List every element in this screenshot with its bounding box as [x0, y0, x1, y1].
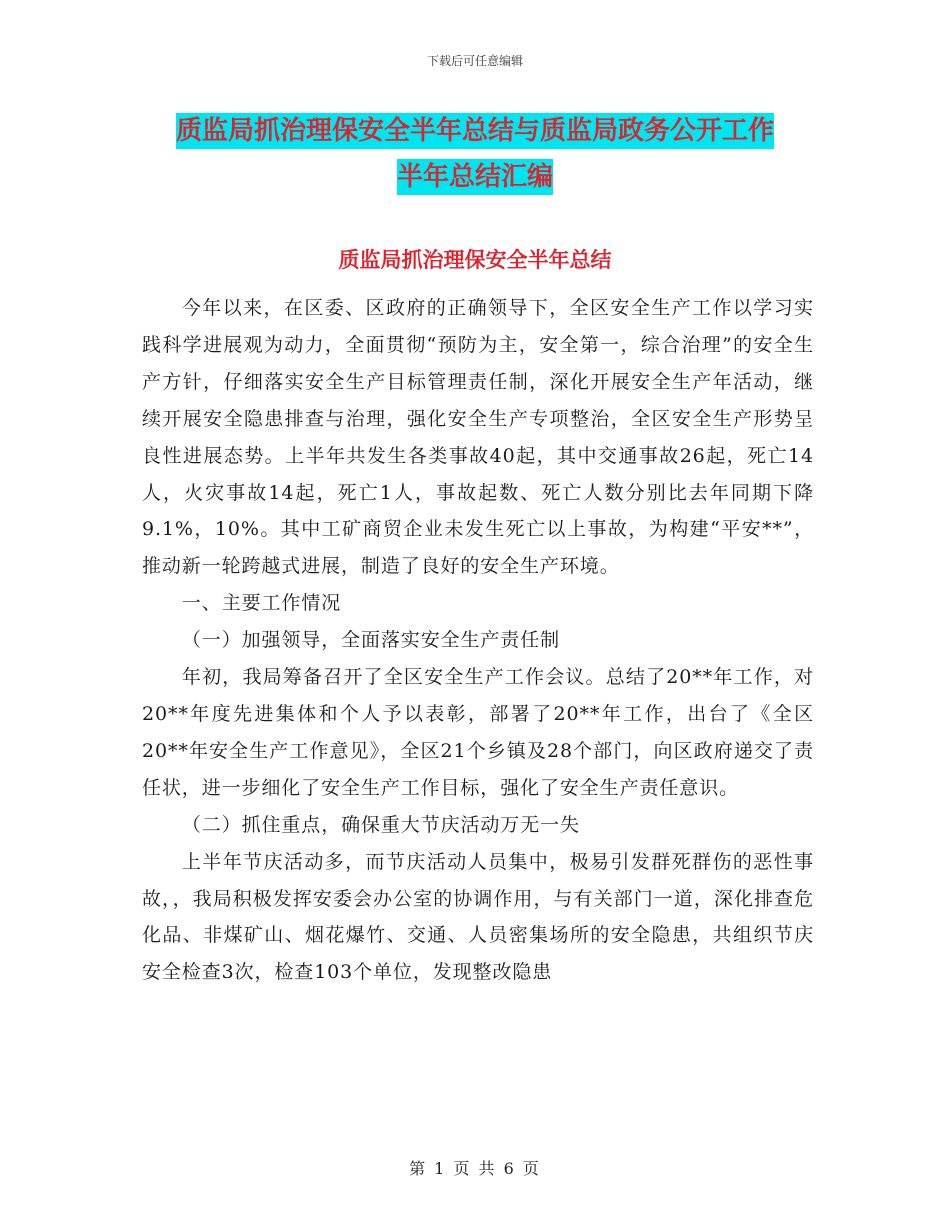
- page-footer: 第 1 页 共 6 页: [409, 1159, 541, 1178]
- document-title-line2: 半年总结汇编: [397, 159, 553, 195]
- subheading-festivals: （二）抓住重点，确保重大节庆活动万无一失: [181, 813, 580, 836]
- body-text: [142, 290, 814, 991]
- header-note: 下载后可任意编辑: [426, 54, 523, 68]
- paragraph-intro: 今年以来，在区委、区政府的正确领导下，全区安全生产工作以学习实践科学进展观为动力，全面贯彻“预防为主，安全第一，综合治理”的安全生产方针，仔细落实安全生产目标管理责任制，深化开展安全生产年活动，继续开展安全隐患排查与治理，强化安全生产专项整治，全区安全生产形势呈良性进展态势。上半年共发生各类事故40起，其中交通事故26起，死亡14人，火灾事故14起，死亡1人，事故起数、死亡人数分别比去年同期下降9.1%，10%。其中工矿商贸企业未发生死亡以上事故，为构建“平安**”，推动新一轮跨越式进展，制造了良好的安全生产环境。: [142, 297, 814, 578]
- heading-main-work: 一、主要工作情况: [181, 592, 342, 615]
- document-title: [140, 108, 810, 200]
- subheading-leadership: （一）加强领导，全面落实安全生产责任制: [181, 629, 560, 652]
- paragraph-festivals: 上半年节庆活动多，而节庆活动人员集中，极易引发群死群伤的恶性事故，，我局积极发挥安委会办公室的协调作用，与有关部门一道，深化排查危化品、非煤矿山、烟花爆竹、交通、人员密集场所的安全隐患，共组织节庆安全检查3次，检查103个单位，发现整改隐患: [142, 850, 814, 984]
- document-title-line1: 质监局抓治理保安全半年总结与质监局政务公开工作: [176, 113, 774, 149]
- paragraph-leadership: 年初，我局筹备召开了全区安全生产工作会议。总结了20**年工作，对20**年度先进集体和个人予以表彰，部署了20**年工作，出台了《全区20**年安全生产工作意见》，全区21个乡镇及28个部门，向区政府递交了责任状，进一步细化了安全生产工作目标，强化了安全生产责任意识。: [142, 666, 814, 799]
- section-title: 质监局抓治理保安全半年总结: [338, 248, 612, 272]
